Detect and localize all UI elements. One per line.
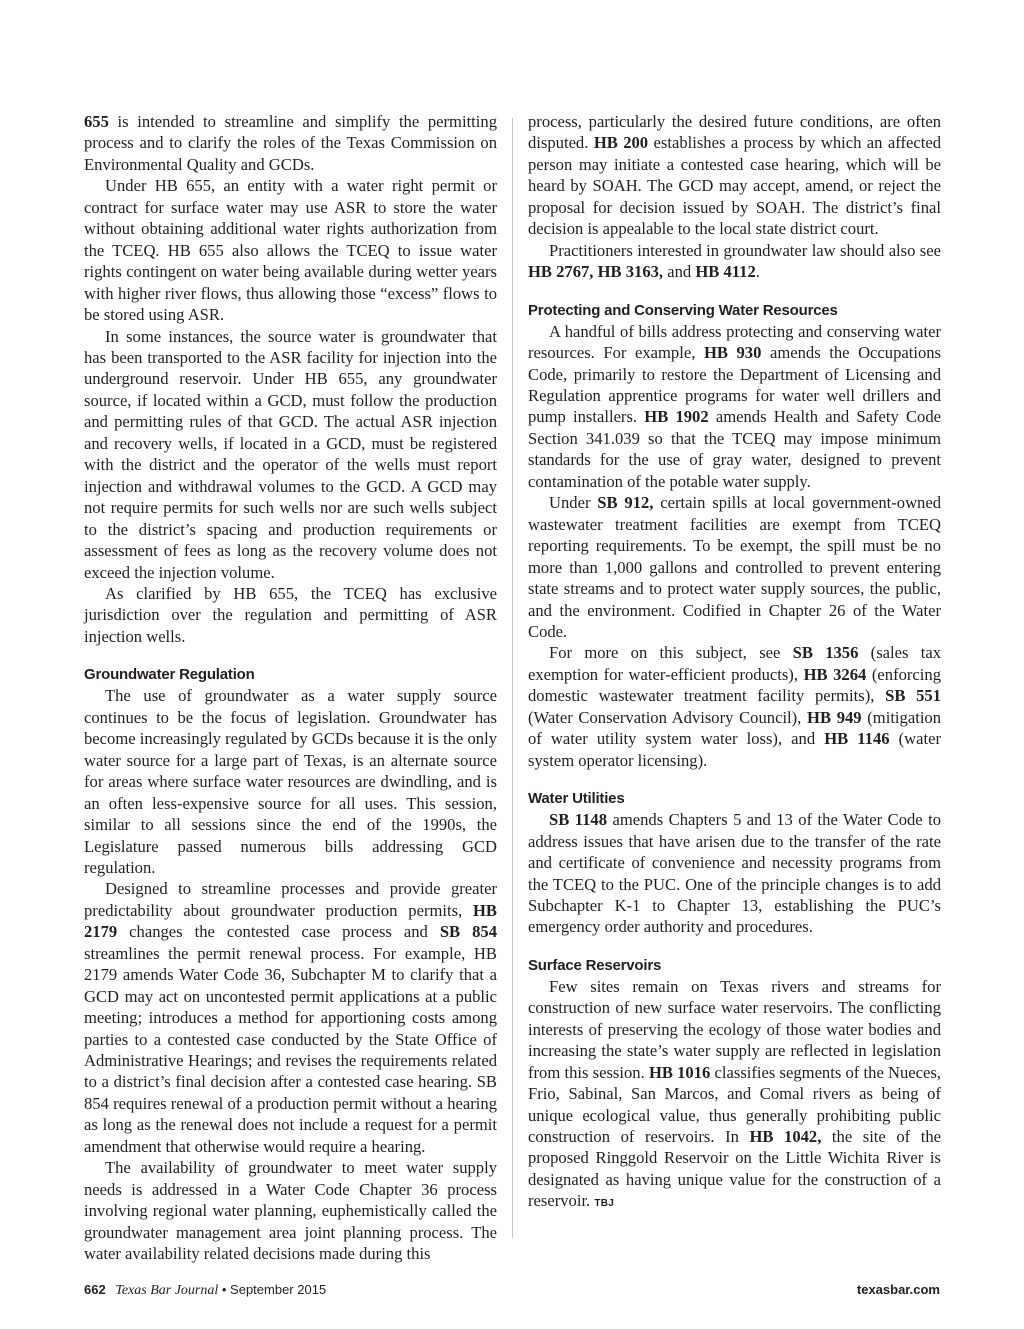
left-column <box>84 111 497 1265</box>
bill-reference: HB 949 <box>807 707 862 727</box>
paragraph: Few sites remain on Texas rivers and streams for construction of new surface water reservoirs. The conflicting interests of preserving the ecology of those water bodies and increasing the state’s water supply are reflected in legislation from this session. HB 1016 classifies segments of the Nueces, Frio, Sabinal, San Marcos, and Comal rivers as being of unique ecological value, thus generally prohibiting public construction of reservoirs. In HB 1042, the site of the proposed Ringgold Reservoir on the Little Wichita River is designated as having unique value for the construction of a reservoir. TBJ <box>528 976 941 1211</box>
paragraph: In some instances, the source water is groundwater that has been transported to the ASR facility for injection into the underground reservoir. Under HB 655, any groundwater source, if located within a GCD, must follow the production and permitting rules of that GCD. The actual ASR injection and recovery wells, if located in a GCD, must be registered with the district and the operator of the wells must report injection and withdrawal volumes to the GCD. A GCD may not require permits for such wells nor are such wells subject to the district’s spacing and production requirements or assessment of fees as long as the recovery volume does not exceed the injection volume. <box>84 326 497 582</box>
footer-bullet: • <box>218 1282 231 1297</box>
section-heading-groundwater-regulation: Groundwater Regulation <box>84 666 255 684</box>
bill-reference: HB 1016 <box>648 1062 711 1082</box>
paragraph: The use of groundwater as a water supply source continues to be the focus of legislation. Groundwater has become increasingly regulated by GCDs because it is the only water source for a large part of Texas, is an alternate source for areas where surface water resources are dwindling, and is an often less-expensive source for all uses. This session, similar to all sessions since the end of the 1990s, the Legislature passed numerous bills addressing GCD regulation. <box>84 686 497 877</box>
paragraph: Under HB 655, an entity with a water right permit or contract for surface water may use ASR to store the water without obtaining additional water rights authorization from the TCEQ. HB 655 also allows the TCEQ to issue water rights contingent on water being available during wetter years with higher river flows, thus allowing those “excess” flows to be stored using ASR. <box>84 176 497 325</box>
bill-reference: HB 930 <box>703 343 762 363</box>
right-column <box>528 111 941 1215</box>
bill-reference: HB 3264 <box>803 664 867 684</box>
bill-reference: HB 4112 <box>695 262 756 282</box>
paragraph: Designed to streamline processes and provide greater predictability about groundwater production permits, HB 2179 changes the contested case process and SB 854 streamlines the permit renewal process. For example, HB 2179 amends Water Code 36, Subchapter M to clarify that a GCD may act on uncontested permit applications at a public meeting; introduces a method for apportioning costs among parties to a contested case conducted by the State Office of Administrative Hearings; and revises the requirements related to a district’s final decision after a contested case hearing. SB 854 requires renewal of a production permit without a hearing as long as the renewal does not include a request for a permit amendment that otherwise would require a hearing. <box>84 879 497 1156</box>
footer-site: texasbar.com <box>856 1282 940 1297</box>
paragraph: Practitioners interested in groundwater law should also see HB 2767, HB 3163, and HB 4112. <box>528 240 941 282</box>
paragraph: Under SB 912, certain spills at local government-owned wastewater treatment facilities are exempt from TCEQ reporting requirements. To be exempt, the spill must be no more than 1,000 gallons and controlled to prevent entering state streams and to protect water supply sources, the public, and the environment. Codified in Chapter 26 of the Water Code. <box>528 493 942 641</box>
paragraph: For more on this subject, see SB 1356 (sales tax exemption for water-efficient products), HB 3264 (enforcing domestic wastewater treatment facility permits), SB 551 (Water Conservation Advisory Council), HB 949 (mitigation of water utility system water loss), and HB 1146 (water system operator licensing). <box>528 643 942 770</box>
magazine-title: Texas Bar Journal <box>115 1283 219 1298</box>
footer-left <box>84 1282 326 1299</box>
paragraph: process, particularly the desired future conditions, are often disputed. HB 200 establishes a process by which an affected person may initiate a contested case hearing, which will be heard by SOAH. The GCD may accept, amend, or reject the proposal for decision issued by SOAH. The district’s final decision is appealable to the local state district court. <box>528 112 942 239</box>
bill-reference: SB 1356 <box>792 643 859 663</box>
section-heading-protecting-conserving: Protecting and Conserving Water Resources <box>528 301 838 319</box>
paragraph: A handful of bills address protecting and conserving water resources. For example, HB 930 amends the Occupations Code, primarily to restore the Department of Licensing and Regulation apprentice programs for water well drillers and pump installers. HB 1902 amends Health and Safety Code Section 341.039 so that the TCEQ may impose minimum standards for the use of gray water, designed to prevent contamination of the potable water supply. <box>528 321 942 491</box>
paragraph: The availability of groundwater to meet water supply needs is addressed in a Water Code Chapter 36 process involving regional water planning, euphemistically called the groundwater management area joint planning process. The water availability related decisions made during this <box>84 1158 497 1264</box>
bill-reference: HB 3163, <box>597 262 664 282</box>
bill-reference: HB 1042, <box>749 1127 822 1147</box>
section-heading-water-utilities: Water Utilities <box>528 790 625 808</box>
end-mark: TBJ <box>594 1198 615 1210</box>
section-heading-surface-reservoirs: Surface Reservoirs <box>528 956 662 974</box>
bill-reference: HB 1902 <box>644 407 709 427</box>
paragraph: SB 1148 amends Chapters 5 and 13 of the Water Code to address issues that have arisen due to the transfer of the rate and certificate of convenience and necessity programs from the TCEQ to the PUC. One of the principle changes is to add Subchapter K-1 to Chapter 13, establishing the PUC’s emergency order authority and procedures. <box>528 810 942 937</box>
bill-reference: SB 854 <box>439 922 497 942</box>
column-divider <box>512 118 513 1238</box>
bill-reference: HB 1146 <box>824 729 890 749</box>
bill-reference: SB 551 <box>885 686 941 706</box>
issue-date: September 2015 <box>230 1282 327 1297</box>
bill-reference: HB 200 <box>593 133 649 153</box>
page-number: 662 <box>84 1282 106 1297</box>
bill-reference: 655 <box>84 112 109 131</box>
bill-reference: HB 2179 <box>84 900 497 942</box>
paragraph: As clarified by HB 655, the TCEQ has exclusive jurisdiction over the regulation and permitting of ASR injection wells. <box>84 583 497 646</box>
bill-reference: HB 2767, <box>528 262 594 282</box>
bill-reference: SB 912, <box>597 493 654 513</box>
paragraph: 655 is intended to streamline and simplify the permitting process and to clarify the roles of the Texas Commission on Environmental Quality and GCDs. <box>84 112 497 174</box>
bill-reference: SB 1148 <box>549 810 608 830</box>
